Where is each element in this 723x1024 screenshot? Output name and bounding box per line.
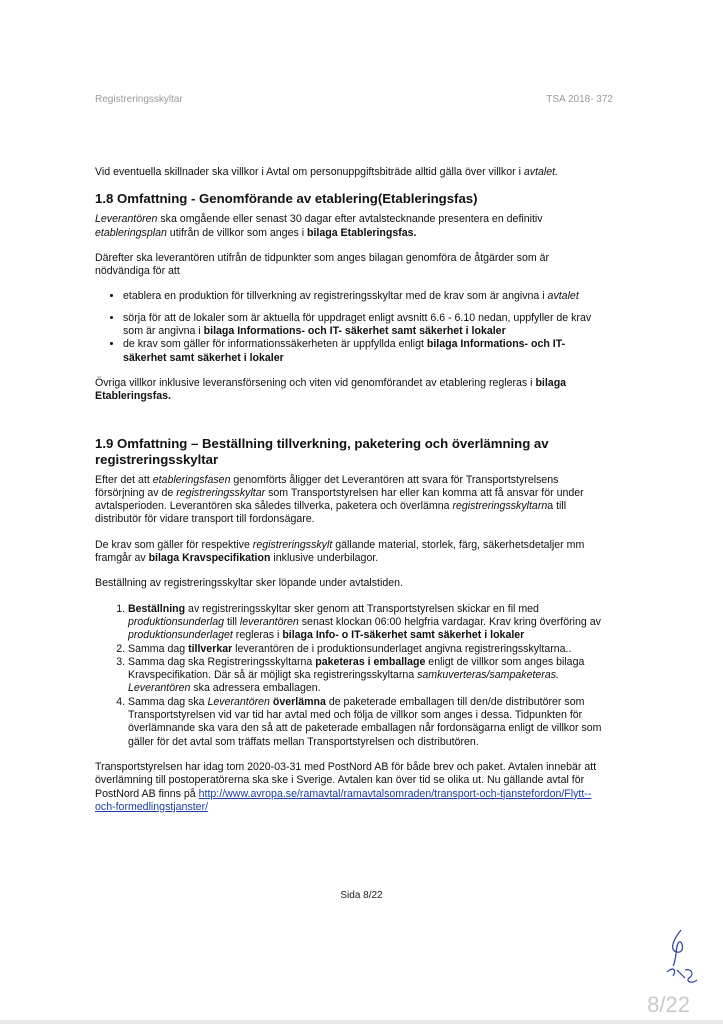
numbered-item: 2. Samma dag tillverkar leverantören de i produktionsunderlaget angivna registreringsskyltarna.. <box>128 643 603 656</box>
section-1-9-paragraph-1: Efter det att etableringsfasen genomförts åligger det Leverantören att svara för Transportstyrelsens försörjning av de registreringsskyltar som Transportstyrelsen har eller kan komma att få ansvar för under avtalsperioden. Leverantören ska således tillverka, paketera och överlämna registreringsskyltarna till distributör för vidare transport till fordonsägare. <box>95 473 584 526</box>
signature-initials <box>659 926 701 986</box>
section-1-8-paragraph-1: Leverantören ska omgående eller senast 30 dagar efter avtalstecknande presentera en definitiv etableringsplan utifrån de villkor som anges i bilaga Etableringsfas. <box>95 213 543 239</box>
document-body <box>95 166 603 826</box>
section-1-9-paragraph-3: Beställning av registreringsskyltar sker löpande under avtalstiden. <box>95 577 403 590</box>
numbered-item: 3. Samma dag ska Registreringsskyltarna paketeras i emballage enligt de villkor som anges bilaga Kravspecifikation. Där så är möjligt ska registreringsskyltarna samkuverteras/sampaketeras. Leverantören ska adressera emballagen. <box>128 656 603 696</box>
section-1-9-paragraph-4: Transportstyrelsen har idag tom 2020-03-31 med PostNord AB för både brev och paket. Avtalen innebär att överlämning till postoperatörerna ska ske i Sverige. Avtalen kan över tid se olika ut. Nu gällande avtal för PostNord AB finns på http://www.avropa.se/ramavtal/ramavtalsomraden/transport-och-tjanstefordon/Flytt--och-formedlingstjanster/ <box>95 760 597 813</box>
page-counter-watermark: 8/22 <box>647 992 690 1017</box>
section-1-9-paragraph-2: De krav som gäller för respektive registreringsskylt gällande material, storlek, färg, säkerhetsdetaljer mm framgår av bilaga Kravspecifikation inklusive underbilagor. <box>95 538 585 565</box>
intro-paragraph: Vid eventuella skillnader ska villkor i Avtal om personuppgiftsbiträde alltid gälla över villkor i avtalet. <box>95 166 559 178</box>
section-1-9-numbered-list <box>95 603 603 749</box>
page-footer: Sida 8/22 <box>340 890 383 901</box>
postnord-agreement-link[interactable]: http://www.avropa.se/ramavtal/ramavtalsomraden/transport-och-tjanstefordon/Flytt--och-formedlingstjanster/ <box>95 787 592 813</box>
bullet-item: • de krav som gäller för informationssäkerheten är uppfyllda enligt bilaga Informations- och IT- säkerhet samt säkerhet i lokaler <box>123 338 603 365</box>
header-reference: TSA 2018- 372 <box>546 94 613 105</box>
header-title: Registreringsskyltar <box>95 94 183 105</box>
section-1-8-paragraph-3: Övriga villkor inklusive leveransförsening och viten vid genomförandet av etablering regleras i bilaga Etableringsfas. <box>95 376 567 403</box>
bullet-item: • etablera en produktion för tillverkning av registreringsskyltar med de krav som är angivna i avtalet <box>123 290 603 303</box>
viewer-bottom-edge <box>0 1020 723 1024</box>
section-1-8-paragraph-2: Därefter ska leverantören utifrån de tidpunkter som anges bilagan genomföra de åtgärder som är nödvändiga för att <box>95 251 550 278</box>
bullet-item: • sörja för att de lokaler som är aktuella för uppdraget enligt avsnitt 6.6 - 6.10 nedan, uppfyller de krav som är angivna i bilaga Informations- och IT- säkerhet samt säkerhet i lokaler <box>123 312 603 339</box>
section-1-8-heading: 1.8 Omfattning - Genomförande av etablering(Etableringsfas) <box>95 191 478 207</box>
numbered-item: 1. Beställning av registreringsskyltar sker genom att Transportstyrelsen skickar en fil med produktionsunderlag till leverantören senast klockan 06:00 helgfria vardagar. Krav kring överföring av produktionsunderlaget regleras i bilaga Info- o IT-säkerhet samt säkerhet i lokaler <box>128 603 603 643</box>
section-1-8-bullet-list <box>95 290 603 364</box>
numbered-item: 4. Samma dag ska Leverantören överlämna de paketerade emballagen till den/de distributörer som Transportstyrelsen vid var tid har avtal med och följa de villkor som anges i dessa. Tidpunkten för överlämnande ska vara den så att de paketerade emballagen når fordonsägarna enligt de villkor som gäller för det avtal som träffats mellan Transportstyrelsen och distributören. <box>128 696 603 749</box>
section-1-9-heading: 1.9 Omfattning – Beställning tillverkning, paketering och överlämning av registreringsskyltar <box>95 435 549 467</box>
